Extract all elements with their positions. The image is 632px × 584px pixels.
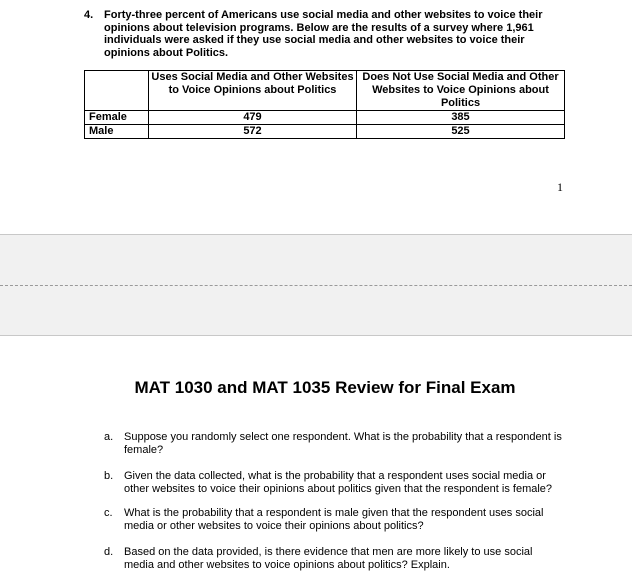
cell-male-does-not-use: 525 (357, 125, 565, 139)
table-row (85, 125, 565, 139)
table-header-uses: Uses Social Media and Other Websites to Voice Opinions about Politics (149, 71, 357, 111)
subquestion-text: What is the probability that a respondent is male given that the respondent uses social media or other websites to voice their opinions about politics? (124, 507, 544, 532)
page-break-line (0, 285, 632, 286)
table-header-row (85, 71, 565, 111)
subquestion-text: Based on the data provided, is there evidence that men are more likely to use social media and other websites to voice opinions about politics? Explain. (124, 546, 533, 571)
table-header-does-not-use: Does Not Use Social Media and Other Websites to Voice Opinions about Politics (357, 71, 565, 111)
subquestion-c (104, 507, 564, 532)
row-label-female: Female (85, 111, 149, 125)
cell-male-uses: 572 (149, 125, 357, 139)
subquestion-letter: a. (104, 431, 114, 443)
page-number: 1 (557, 180, 563, 194)
question-number: 4. (84, 9, 94, 21)
subquestion-text: Suppose you randomly select one respondent. What is the probability that a respondent is female? (124, 431, 562, 456)
cell-female-uses: 479 (149, 111, 357, 125)
cell-female-does-not-use: 385 (357, 111, 565, 125)
subquestion-letter: d. (104, 546, 114, 558)
subquestion-b (104, 470, 564, 495)
table-row (85, 111, 565, 125)
subquestion-a (104, 431, 564, 456)
page-2 (0, 336, 632, 584)
subquestion-letter: b. (104, 470, 114, 482)
subquestion-text: Given the data collected, what is the probability that a respondent uses social media or other websites to voice their opinions about politics given that the respondent is female? (124, 470, 553, 495)
row-label-male: Male (85, 125, 149, 139)
question-text: Forty-three percent of Americans use social media and other websites to voice their opinions about television programs. Below are the results of a survey where 1,961 individuals were asked if they use social media and other websites to voice their opinions about Politics. (104, 9, 543, 59)
survey-table (84, 70, 565, 139)
subquestion-letter: c. (104, 507, 113, 519)
page-gap (0, 234, 632, 336)
document-title: MAT 1030 and MAT 1035 Review for Final Exam (134, 378, 516, 397)
page-1 (0, 0, 632, 234)
subquestion-d (104, 546, 564, 571)
table-header-corner (85, 71, 149, 111)
